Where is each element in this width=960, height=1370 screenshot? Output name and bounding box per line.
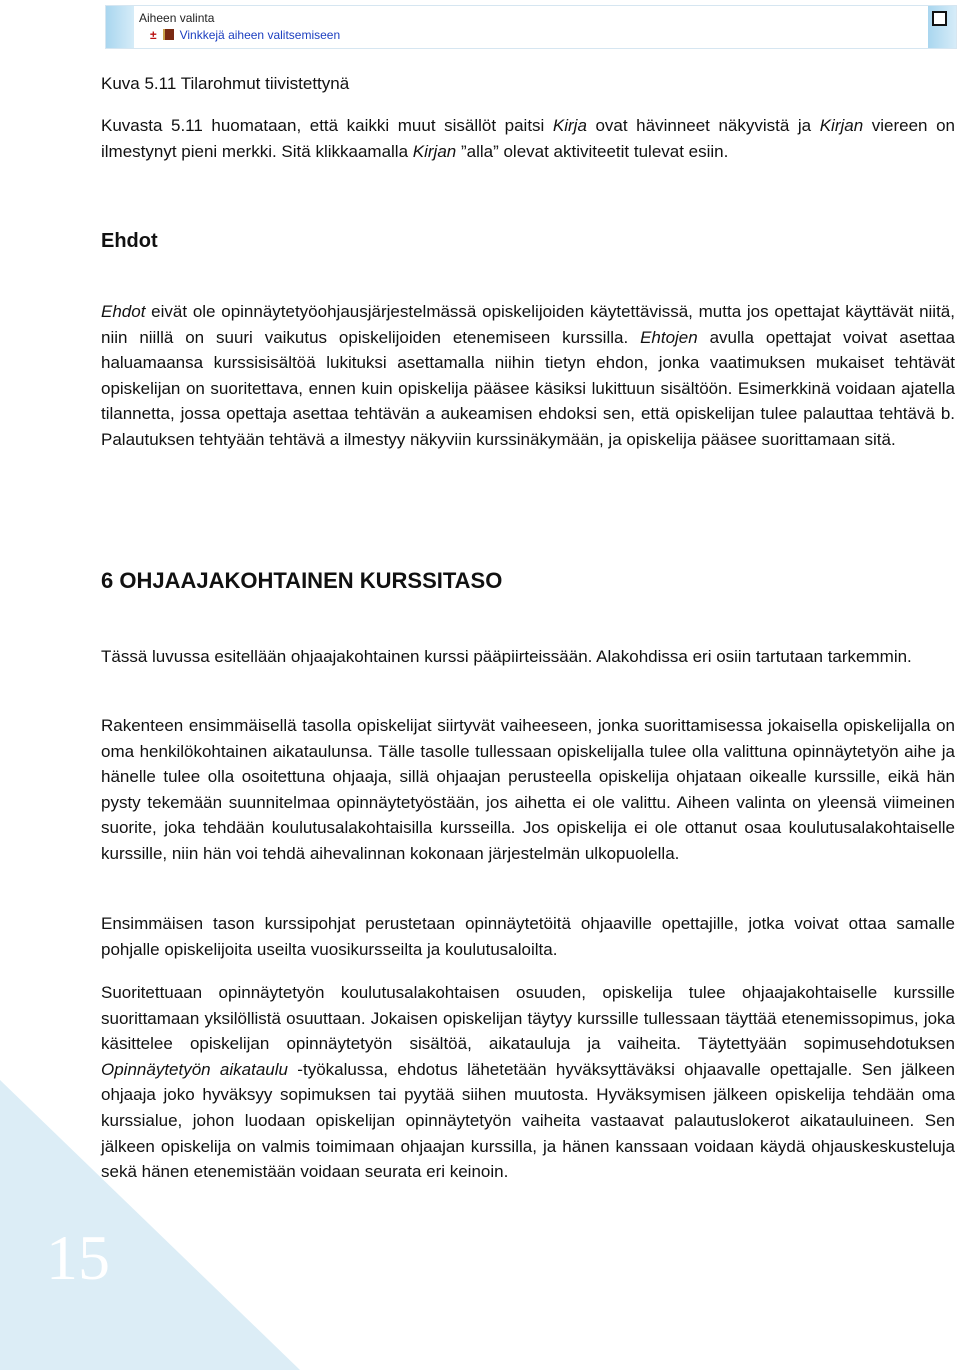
section-heading-ehdot: Ehdot <box>101 230 158 252</box>
screenshot-left-stripe <box>106 6 134 48</box>
screenshot-section-title: Aiheen valinta <box>139 11 215 25</box>
expand-toggle-icon[interactable]: ± <box>150 28 157 42</box>
figure-caption: Kuva 5.11 Tilarohmut tiivistettynä <box>101 74 350 93</box>
book-link[interactable]: Vinkkejä aiheen valitsemiseen <box>179 28 341 42</box>
checkbox-icon[interactable] <box>932 11 947 26</box>
course-screenshot <box>105 5 957 49</box>
chapter-paragraph-4: Suoritettuaan opinnäytetyön koulutusalakohtaisen osuuden, opiskelija tulee ohjaajakohtaiselle kurssille suorittamaan yksilöllistä osuuttaan. Jokaisen opiskelijan täytyy kurssille tullessaan täyttää etenemissopimus, joka käsittelee opiskelijan opinnäytetyön sisältöä, aikatauluja ja vaiheita. Täytettyään sopimusehdotuksen Opinnäytetyön aikataulu -työkalussa, ehdotus lähetetään hyväksyttäväksi ohjaavalle opettajalle. Sen jälkeen ohjaaja joko hyväksyy sopimuksen tai pyytää siihen muutosta. Hyväksymisen jälkeen opiskelija tehdään oma kurssialue, johon luodaan opiskelijan opinnäytetyön vaiheita vastaavat palautuslokerot aikatauluineen. Sen jälkeen opiskelija on valmis toimimaan ohjaajan kurssilla, ja hänen kanssaan voidaan käydä ohjauskeskusteluja sekä hänen etenemistään voidaan seurata eri keinoin. <box>101 983 956 1182</box>
page-number: 15 <box>46 1222 110 1293</box>
chapter-paragraph-1: Tässä luvussa esitellään ohjaajakohtainen kurssi pääpiirteissään. Alakohdissa eri osiin tartutaan tarkemmin. <box>101 647 912 666</box>
screenshot-book-row <box>150 28 340 42</box>
chapter-paragraph-2: Rakenteen ensimmäisellä tasolla opiskelijat siirtyvät vaiheeseen, jonka suorittamisessa jokaisella opiskelijalla on oma henkilökohtainen aikataulunsa. Tälle tasolle tullessaan opiskelijalla tulee olla valittuna opinnäytetyön aihe ja hänelle tulee olla osoitettuna ohjaaja, sillä ohjaajan perusteella opiskelija ohjataan oikealle kurssille, eikä hän pysty tekemään suunnitelmaa opinnäytetyöstään, jos aihetta ei ole valittu. Aiheen valinta on yleensä viimeinen suorite, joka tehdään koulutusalakohtaisilla kursseilla. Jos opiskelija ei ole ottanut osaa koulutusalakohtaiselle kurssille, niin hän voi tehdä aihevalinnan kokonaan järjestelmän ulkopuolella. <box>101 716 955 863</box>
intro-paragraph: Kuvasta 5.11 huomataan, että kaikki muut sisällöt paitsi Kirja ovat hävinneet näkyvistä ja Kirjan viereen on ilmestynyt pieni merkki. Sitä klikkaamalla Kirjan ”alla” olevat aktiviteetit tulevat esiin. <box>101 116 955 161</box>
chapter-heading: 6 OHJAAJAKOHTAINEN KURSSITASO <box>101 568 503 593</box>
ehdot-paragraph: Ehdot eivät ole opinnäytetyöohjausjärjestelmässä opiskelijoiden käytettävissä, mutta jos opettajat käyttävät niitä, niin niillä on suuri vaikutus opiskelijoiden etenemiseen kurssilla. Ehtojen avulla opettajat voivat asettaa haluamaansa kurssisisältöä lukituksi asettamalla niihin tietyn ehdon, jonka vaatimuksen mukaiset tehtävät opiskelijan on suoritettava, ennen kuin opiskelija pääsee käsiksi lukittuun sisältöön. Esimerkkinä voidaan ajatella tilannetta, jossa opettaja asettaa tehtävän a aukeamisen ehdoksi sen, että opiskelijan tulee palauttaa tehtävä b. Palautuksen tehtyään tehtävä a ilmestyy näkyviin kurssinäkymään, ja opiskelija pääsee suorittamaan sitä. <box>101 302 956 449</box>
book-icon <box>163 29 174 40</box>
chapter-paragraph-3: Ensimmäisen tason kurssipohjat perustetaan opinnäytetöitä ohjaaville opettajille, jotka voivat ottaa samalle pohjalle opiskelijoita useilta vuosikursseilta ja koulutusaloilta. <box>101 914 955 959</box>
